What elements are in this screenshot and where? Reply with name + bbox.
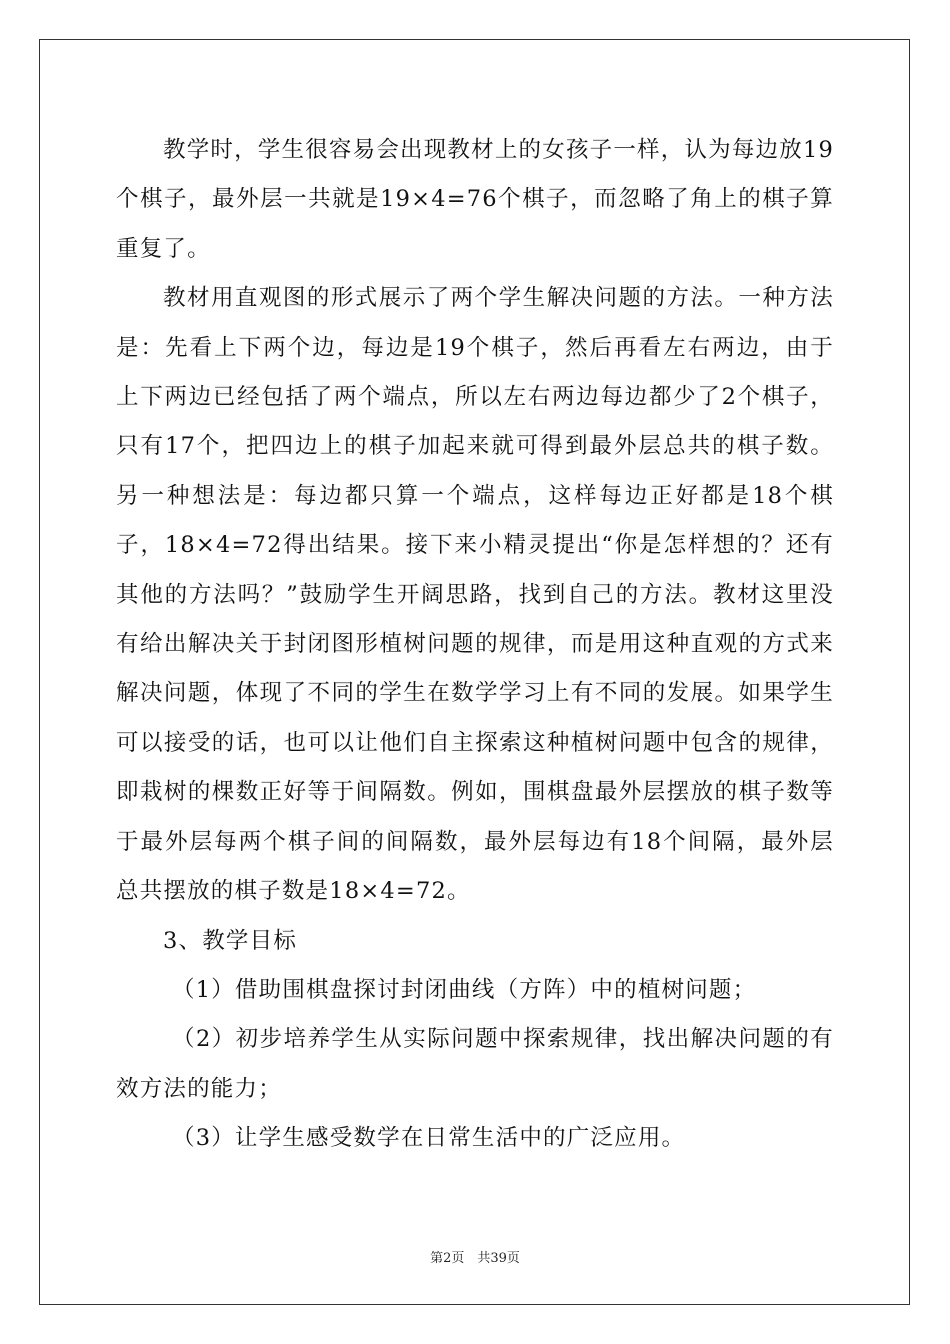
section-heading: 3、教学目标	[163, 927, 298, 954]
paragraph-2: 教材用直观图的形式展示了两个学生解决问题的方法。一种方法是：先看上下两个边，每边是19个棋子，然后再看左右两边，由于上下两边已经包括了两个端点，所以左右两边每边都少了2个棋子，只有17个，把四边上的棋子加起来就可得到最外层总共的棋子数。另一种想法是：每边都只算一个端点，这样每边正好都是18个棋子，18×4=72得出结果。接下来小精灵提出“你是怎样想的？还有其他的方法吗？”鼓励学生开阔思路，找到自己的方法。教材这里没有给出解决关于封闭图形植树问题的规律，而是用这种直观的方式来解决问题，体现了不同的学生在数学学习上有不同的发展。如果学生可以接受的话，也可以让他们自主探索这种植树问题中包含的规律，即栽树的棵数正好等于间隔数。例如，围棋盘最外层摆放的棋子数等于最外层每两个棋子间的间隔数，最外层每边有18个间隔，最外层总共摆放的棋子数是18×4=72。	[116, 285, 834, 905]
paragraph-1: 教学时，学生很容易会出现教材上的女孩子一样，认为每边放19个棋子，最外层一共就是19×4=76个棋子，而忽略了角上的棋子算重复了。	[116, 137, 834, 262]
page-footer: 第2页 共39页	[430, 1251, 520, 1266]
objective-1: （1）借助围棋盘探讨封闭曲线（方阵）中的植树问题；	[172, 976, 757, 1003]
objective-2: （2）初步培养学生从实际问题中探索规律，找出解决问题的有效方法的能力；	[116, 1026, 834, 1102]
document-body	[116, 126, 834, 1164]
objective-3: （3）让学生感受数学在日常生活中的广泛应用。	[172, 1125, 686, 1152]
